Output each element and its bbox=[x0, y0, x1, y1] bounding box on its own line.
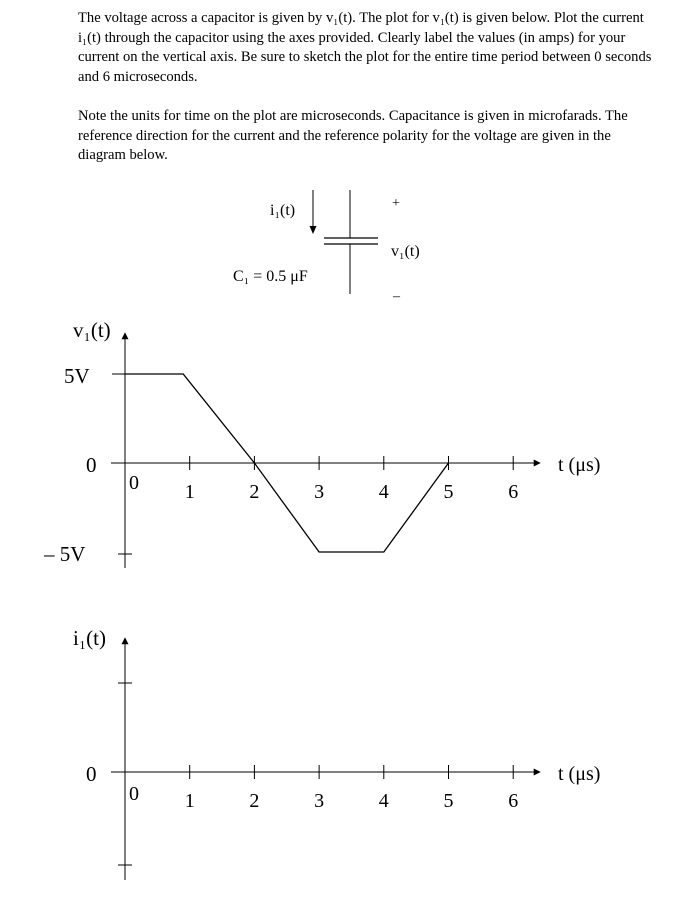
voltage-y-tick-label-zero: 0 bbox=[86, 453, 97, 477]
current-y-tick-label-zero: 0 bbox=[86, 762, 97, 786]
instruction-paragraph-2: Note the units for time on the plot are microseconds. Capacitance is given in microfarads. The reference direction for the current and the reference polarity for the voltage are given in the diagram below. bbox=[78, 108, 628, 163]
current-x-tick-label-1: 1 bbox=[184, 790, 195, 812]
voltage-y-tick-label-bottom: – 5V bbox=[44, 542, 86, 566]
voltage-minus-sign: – bbox=[393, 289, 400, 304]
current-x-tick-label-6: 6 bbox=[508, 790, 519, 812]
current-x-tick-label-5: 5 bbox=[443, 790, 454, 812]
current-x-tick-label-0: 0 bbox=[129, 783, 139, 805]
voltage-x-tick-label-6: 6 bbox=[508, 481, 519, 503]
voltage-label: v₁(t) bbox=[391, 243, 420, 260]
voltage-y-axis-label: v₁(t) bbox=[73, 318, 111, 342]
voltage-x-tick-label-0: 0 bbox=[129, 472, 139, 494]
current-x-tick-labels bbox=[185, 790, 519, 812]
voltage-y-tick-label-top: 5V bbox=[64, 364, 90, 388]
instruction-paragraph-1: The voltage across a capacitor is given by v₁(t). The plot for v₁(t) is given below. Plot the current i₁(t) through the capacitor using the axes provided. Clearly label the values (in amps) for your current on the vertical axis. Be sure to sketch the plot for the entire time period between 0 seconds and 6 microseconds. bbox=[78, 10, 652, 85]
voltage-x-tick-labels bbox=[185, 481, 519, 503]
current-x-tick-label-3: 3 bbox=[314, 790, 325, 812]
current-plot bbox=[73, 626, 600, 880]
voltage-x-tick-label-1: 1 bbox=[184, 481, 195, 503]
current-y-axis-label: i₁(t) bbox=[73, 626, 106, 650]
voltage-x-tick-label-5: 5 bbox=[443, 481, 454, 503]
capacitance-label: C₁ = 0.5 μF bbox=[233, 268, 308, 285]
voltage-x-tick-label-4: 4 bbox=[378, 481, 389, 503]
current-x-tick-label-2: 2 bbox=[249, 790, 260, 812]
current-label: i₁(t) bbox=[270, 202, 296, 219]
voltage-plus-sign: + bbox=[392, 196, 400, 211]
current-arrow-head bbox=[310, 226, 317, 234]
capacitor-circuit bbox=[233, 190, 420, 304]
voltage-x-tick-label-3: 3 bbox=[314, 481, 325, 503]
voltage-x-tick-label-2: 2 bbox=[249, 481, 260, 503]
current-x-tick-label-4: 4 bbox=[378, 790, 389, 812]
current-x-axis-label: t (μs) bbox=[558, 763, 601, 785]
voltage-x-axis-label: t (μs) bbox=[558, 454, 601, 476]
voltage-plot bbox=[43, 318, 600, 568]
